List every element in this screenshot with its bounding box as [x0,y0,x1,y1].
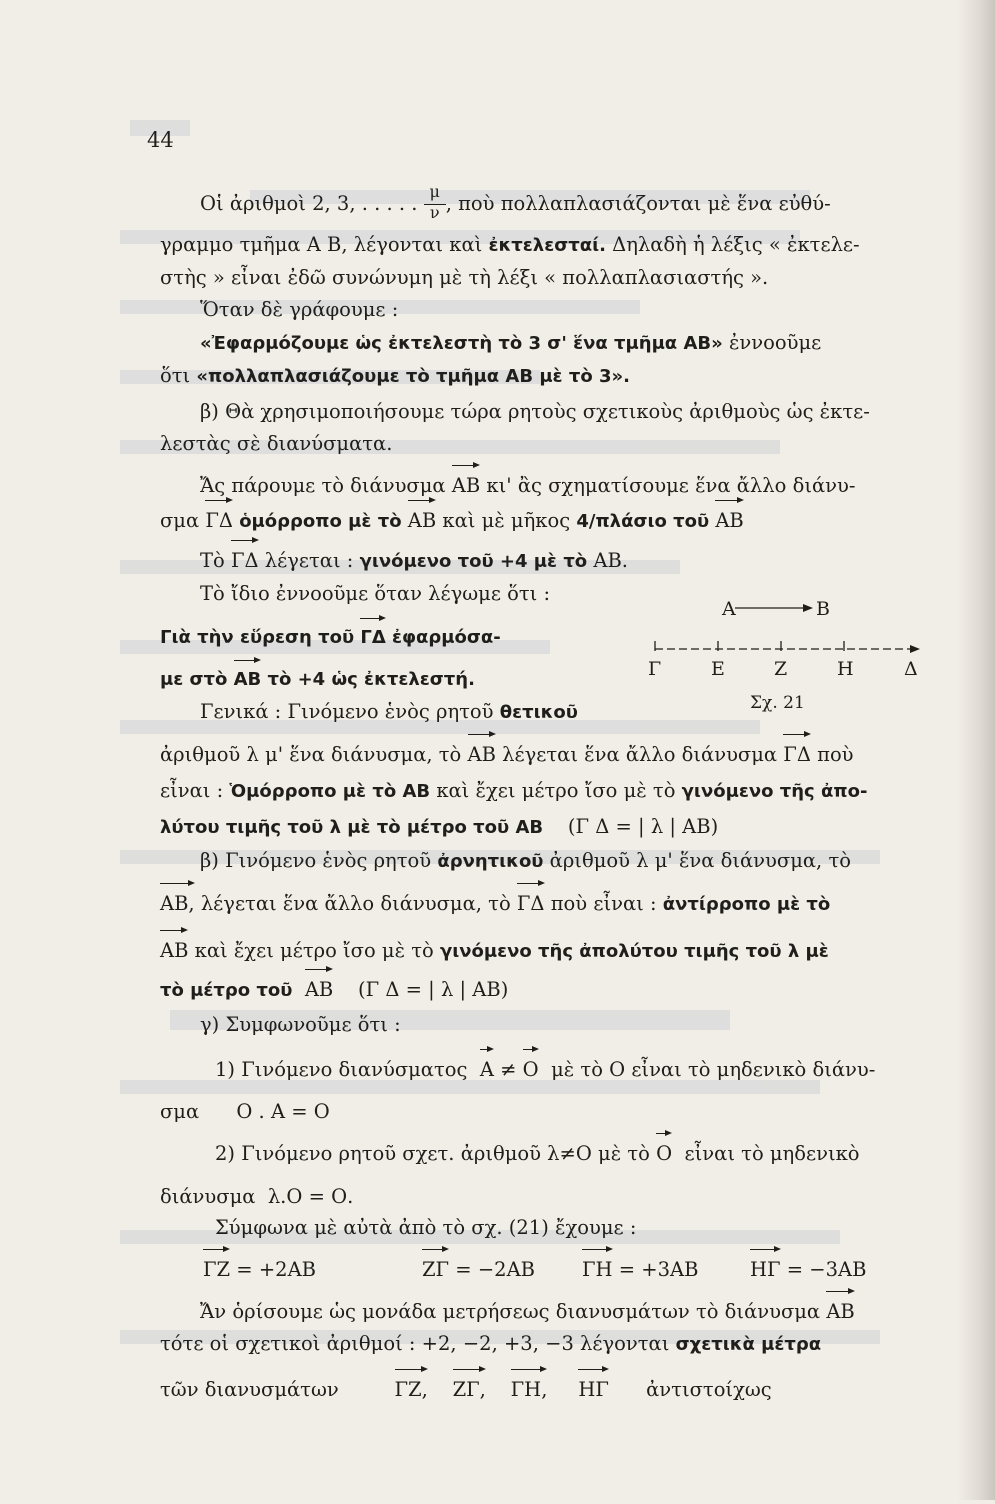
text-line-13: Γιὰ τὴν εὕρεση τοῦ ΓΔ ἐφαρμόσα- [160,627,501,648]
text-line-9: Ἄς πάρουμε τὸ διάνυσμα ΑΒ κι' ἂς σχηματίσουμε ἕνα ἄλλο διάνυ- [200,474,856,497]
fig-point-4: Δ [904,658,918,680]
text-line-22: τὸ μέτρο τοῦ ΑΒ (Γ Δ = | λ | ΑΒ) [160,978,509,1001]
fig-point-2: Ζ [774,658,788,680]
text-line-7: β) Θὰ χρησιμοποιήσουμε τώρα ρητοὺς σχετικοὺς ἀριθμοὺς ὡς ἐκτε- [200,400,870,423]
text-line-12: Τὸ ἴδιο ἐννοοῦμε ὅταν λέγωμε ὅτι : [200,582,551,605]
fig-label-b: Β [816,598,830,620]
figure-caption: Σχ. 21 [750,693,805,713]
text-line-2: γραμμο τμῆμα Α Β, λέγονται καὶ ἐκτελεσταί. Δηλαδὴ ἡ λέξις « ἐκτελε- [160,233,860,256]
text-line-28: Σύμφωνα μὲ αὐτὰ ἀπὸ τὸ σχ. (21) ἔχουμε : [215,1216,637,1239]
text-line-19: β) Γινόμενο ἑνὸς ρητοῦ ἀρνητικοῦ ἀριθμοῦ λ μ' ἕνα διάνυσμα, τὸ [200,849,851,872]
text-line-4: Ὅταν δὲ γράφουμε : [200,298,399,321]
text-line-30: Ἄν ὁρίσουμε ὡς μονάδα μετρήσεως διανυσμάτων τὸ διάνυσμα ΑΒ [200,1300,855,1323]
text-line-25: σμα Ο . Α = Ο [160,1100,330,1123]
fig-label-a: Α [722,598,736,620]
equation-1: ΓΖ = +2ΑΒ [203,1258,316,1281]
text-line-27: διάνυσμα λ.Ο = Ο. [160,1185,354,1208]
text-line-10: σμα ΓΔ ὁμόρροπο μὲ τὸ ΑΒ καὶ μὲ μῆκος 4/πλάσιο τοῦ ΑΒ [160,509,744,532]
text-line-21: ΑΒ καὶ ἔχει μέτρο ἴσο μὲ τὸ γινόμενο τῆς ἀπολύτου τιμῆς τοῦ λ μὲ [160,939,829,962]
text-line-1: Οἱ ἀριθμοὶ 2, 3, . . . . . $\frac{\mu}{\nu}$ , ποὺ πολλαπλασιάζονται μὲ ἕνα εὐθύ- [200,182,831,222]
text-line-14: με στὸ ΑΒ τὸ +4 ὡς ἐκτελεστή. [160,669,475,690]
figure-21 [640,593,940,683]
text-line-31: τότε οἱ σχετικοὶ ἀριθμοί : +2, −2, +3, −3 λέγονται σχετικὰ μέτρα [160,1332,822,1355]
text-line-18: λύτου τιμῆς τοῦ λ μὲ τὸ μέτρο τοῦ ΑΒ (Γ Δ = | λ | ΑΒ) [160,815,719,838]
text-line-8: λεστὰς σὲ διανύσματα. [160,432,393,455]
text-line-6: ὅτι «πολλαπλασιάζουμε τὸ τμῆμα ΑΒ μὲ τὸ 3». [160,364,630,387]
fig-point-1: Ε [711,658,725,680]
text-line-16: ἀριθμοῦ λ μ' ἕνα διάνυσμα, τὸ ΑΒ λέγεται ἕνα ἄλλο διάνυσμα ΓΔ ποὺ [160,743,854,766]
equation-4: ΗΓ = −3ΑΒ [750,1258,867,1281]
page-number: 44 [147,128,174,152]
text-line-15: Γενικά : Γινόμενο ἑνὸς ρητοῦ θετικοῦ [200,700,578,723]
equation-3: ΓΗ = +3ΑΒ [582,1258,699,1281]
fraction-mu-nu: $\frac{\mu}{\nu}$ [424,204,446,205]
fig-point-0: Γ [648,658,662,680]
text-line-32: τῶν διανυσμάτων ΓΖ, ΖΓ, ΓΗ, ΗΓ ἀντιστοίχως [160,1378,772,1401]
fig-point-3: Η [837,658,854,680]
text-line-5: «Ἐφαρμόζουμε ὡς ἐκτελεστὴ τὸ 3 σ' ἕνα τμῆμα ΑΒ» ἐννοοῦμε [200,331,822,354]
text-line-26: 2) Γινόμενο ρητοῦ σχετ. ἀριθμοῦ λ≠Ο μὲ τὸ Ο εἶναι τὸ μηδενικὸ [215,1142,860,1165]
text-line-20: ΑΒ, λέγεται ἕνα ἄλλο διάνυσμα, τὸ ΓΔ ποὺ εἶναι : ἀντίρροπο μὲ τὸ [160,892,831,915]
text-line-23: γ) Συμφωνοῦμε ὅτι : [200,1013,401,1036]
text-line-17: εἶναι : Ὁμόρροπο μὲ τὸ ΑΒ καὶ ἔχει μέτρο ἴσο μὲ τὸ γινόμενο τῆς ἀπο- [160,779,868,802]
text-line-11: Τὸ ΓΔ λέγεται : γινόμενο τοῦ +4 μὲ τὸ ΑΒ. [200,549,628,572]
equation-2: ΖΓ = −2ΑΒ [422,1258,535,1281]
text-line-24: 1) Γινόμενο διανύσματος Α ≠ Ο μὲ τὸ Ο εἶναι τὸ μηδενικὸ διάνυ- [215,1058,876,1081]
text-line-3: στὴς » εἶναι ἐδῶ συνώνυμη μὲ τὴ λέξι « πολλαπλασιαστής ». [160,266,769,289]
